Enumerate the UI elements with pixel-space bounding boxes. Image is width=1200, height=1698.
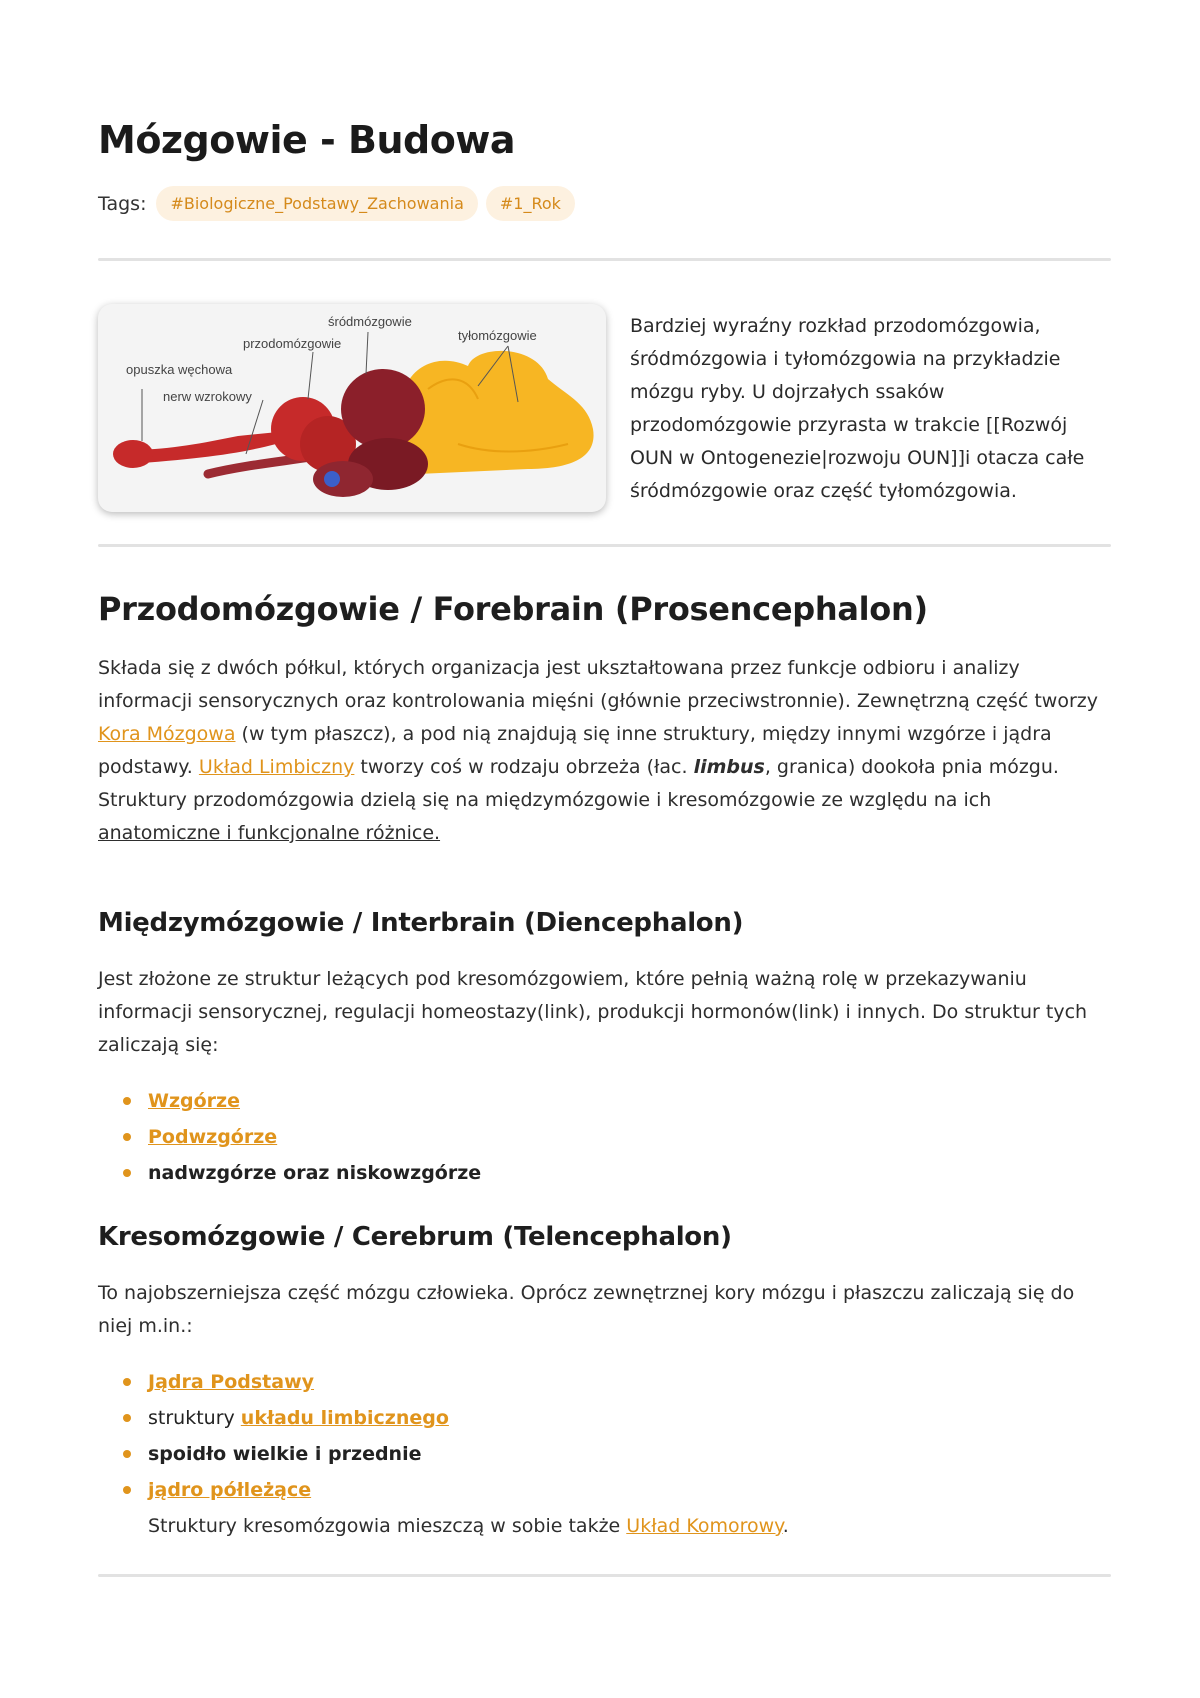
link-jadra-podstawy[interactable]: Jądra Podstawy <box>148 1371 315 1393</box>
link-ukladu-limbicznego[interactable]: układu limbicznego <box>240 1407 449 1429</box>
hindbrain-shape <box>398 351 594 474</box>
cerebrum-paragraph: To najobszerniejsza część mózgu człowieka. Oprócz zewnętrznej kory mózgu i płaszczu zaliczają się do niej m.in.: <box>98 1282 1075 1337</box>
fish-brain-image <box>98 304 606 512</box>
figure-caption: Bardziej wyraźny rozkład przodomózgowia, śródmózgowia i tyłomózgowia na przykładzie mózgu ryby. U dojrzałych ssaków przodomózgowie przyrasta w trakcie [[Rozwój OUN w Ontogenezie|rozwoju OUN]]i otacza całe śródmózgowie oraz część tyłomózgowia. <box>630 315 1085 502</box>
label-nerw-wzrokowy: nerw wzrokowy <box>163 389 252 404</box>
label-srodmozgowie: śródmózgowie <box>328 314 412 329</box>
tags-row <box>98 186 575 221</box>
text-nadwzgorze: nadwzgórze oraz niskowzgórze <box>148 1162 482 1184</box>
text-span: Struktury kresomózgowia mieszczą w sobie także <box>148 1515 627 1537</box>
divider <box>98 258 1111 261</box>
italic-limbus: limbus <box>693 756 765 778</box>
label-opuszka-wechowa: opuszka węchowa <box>126 362 233 377</box>
divider <box>98 544 1111 547</box>
text-span: . <box>782 1515 789 1537</box>
link-podwzgorze[interactable]: Podwzgórze <box>148 1126 278 1148</box>
label-tylomozgowie: tyłomózgowie <box>458 328 537 343</box>
label-przodomozgowie: przodomózgowie <box>243 336 342 351</box>
list-item <box>98 1472 998 1544</box>
text-spoidlo: spoidło wielkie i przednie <box>148 1443 422 1465</box>
forebrain-paragraph <box>98 652 1108 850</box>
text-span: struktury <box>148 1407 241 1429</box>
list-item <box>98 1155 998 1191</box>
heading-forebrain: Przodomózgowie / Forebrain (Prosencephalon) <box>98 590 928 628</box>
list-item <box>98 1364 998 1400</box>
link-uklad-limbiczny[interactable]: Układ Limbiczny <box>198 756 355 778</box>
link-jadro-polezace[interactable]: jądro półleżące <box>148 1479 312 1501</box>
page-title: Mózgowie - Budowa <box>98 118 516 162</box>
text-span: (w tym płaszcz), a pod nią znajdują się inne struktury, między innymi wzgórze i jądra podstawy. <box>98 723 1052 778</box>
divider <box>98 1574 1111 1577</box>
text-span: Składa się z dwóch półkul, których organizacja jest ukształtowana przez funkcje odbioru i analizy informacji sensorycznych oraz kontrolowania mięśni (głównie przeciwstronnie). Zewnętrzną część tworzy <box>98 657 1098 712</box>
text-span: tworzy coś w rodzaju obrzeża (łac. <box>354 756 694 778</box>
list-item <box>98 1436 998 1472</box>
tag-biologiczne-podstawy[interactable]: #Biologiczne_Podstawy_Zachowania <box>156 186 477 221</box>
text-span: , granica) dookoła pnia mózgu. <box>764 756 1059 778</box>
list-item-subtext <box>148 1508 998 1544</box>
fish-brain-illustration <box>98 304 606 512</box>
underlined-text: anatomiczne i funkcjonalne różnice. <box>98 822 441 844</box>
text-span: Struktury przodomózgowia dzielą się na międzymózgowie i kresomózgowie ze względu na ich <box>98 789 992 811</box>
heading-interbrain: Międzymózgowie / Interbrain (Diencephalon) <box>98 908 744 938</box>
interbrain-list <box>98 1083 998 1191</box>
midbrain-shape <box>341 369 425 449</box>
blue-structure <box>324 471 340 487</box>
link-uklad-komorowy[interactable]: Układ Komorowy <box>626 1515 783 1537</box>
cerebrum-list <box>98 1364 998 1544</box>
olfactory-bulb-shape <box>113 440 153 468</box>
list-item <box>98 1119 998 1155</box>
link-wzgorze[interactable]: Wzgórze <box>148 1090 240 1112</box>
heading-cerebrum: Kresomózgowie / Cerebrum (Telencephalon) <box>98 1222 732 1252</box>
link-kora-mozgowa[interactable]: Kora Mózgowa <box>98 723 236 745</box>
list-item <box>98 1400 998 1436</box>
interbrain-paragraph: Jest złożone ze struktur leżących pod kresomózgowiem, które pełnią ważną rolę w przekazywaniu informacji sensorycznej, regulacji homeostazy(link), produkcji hormonów(link) i innych. Do struktur tych zaliczają się: <box>98 968 1088 1056</box>
tag-1-rok[interactable]: #1_Rok <box>486 186 575 221</box>
list-item <box>98 1083 998 1119</box>
tags-label: Tags: <box>98 192 147 215</box>
